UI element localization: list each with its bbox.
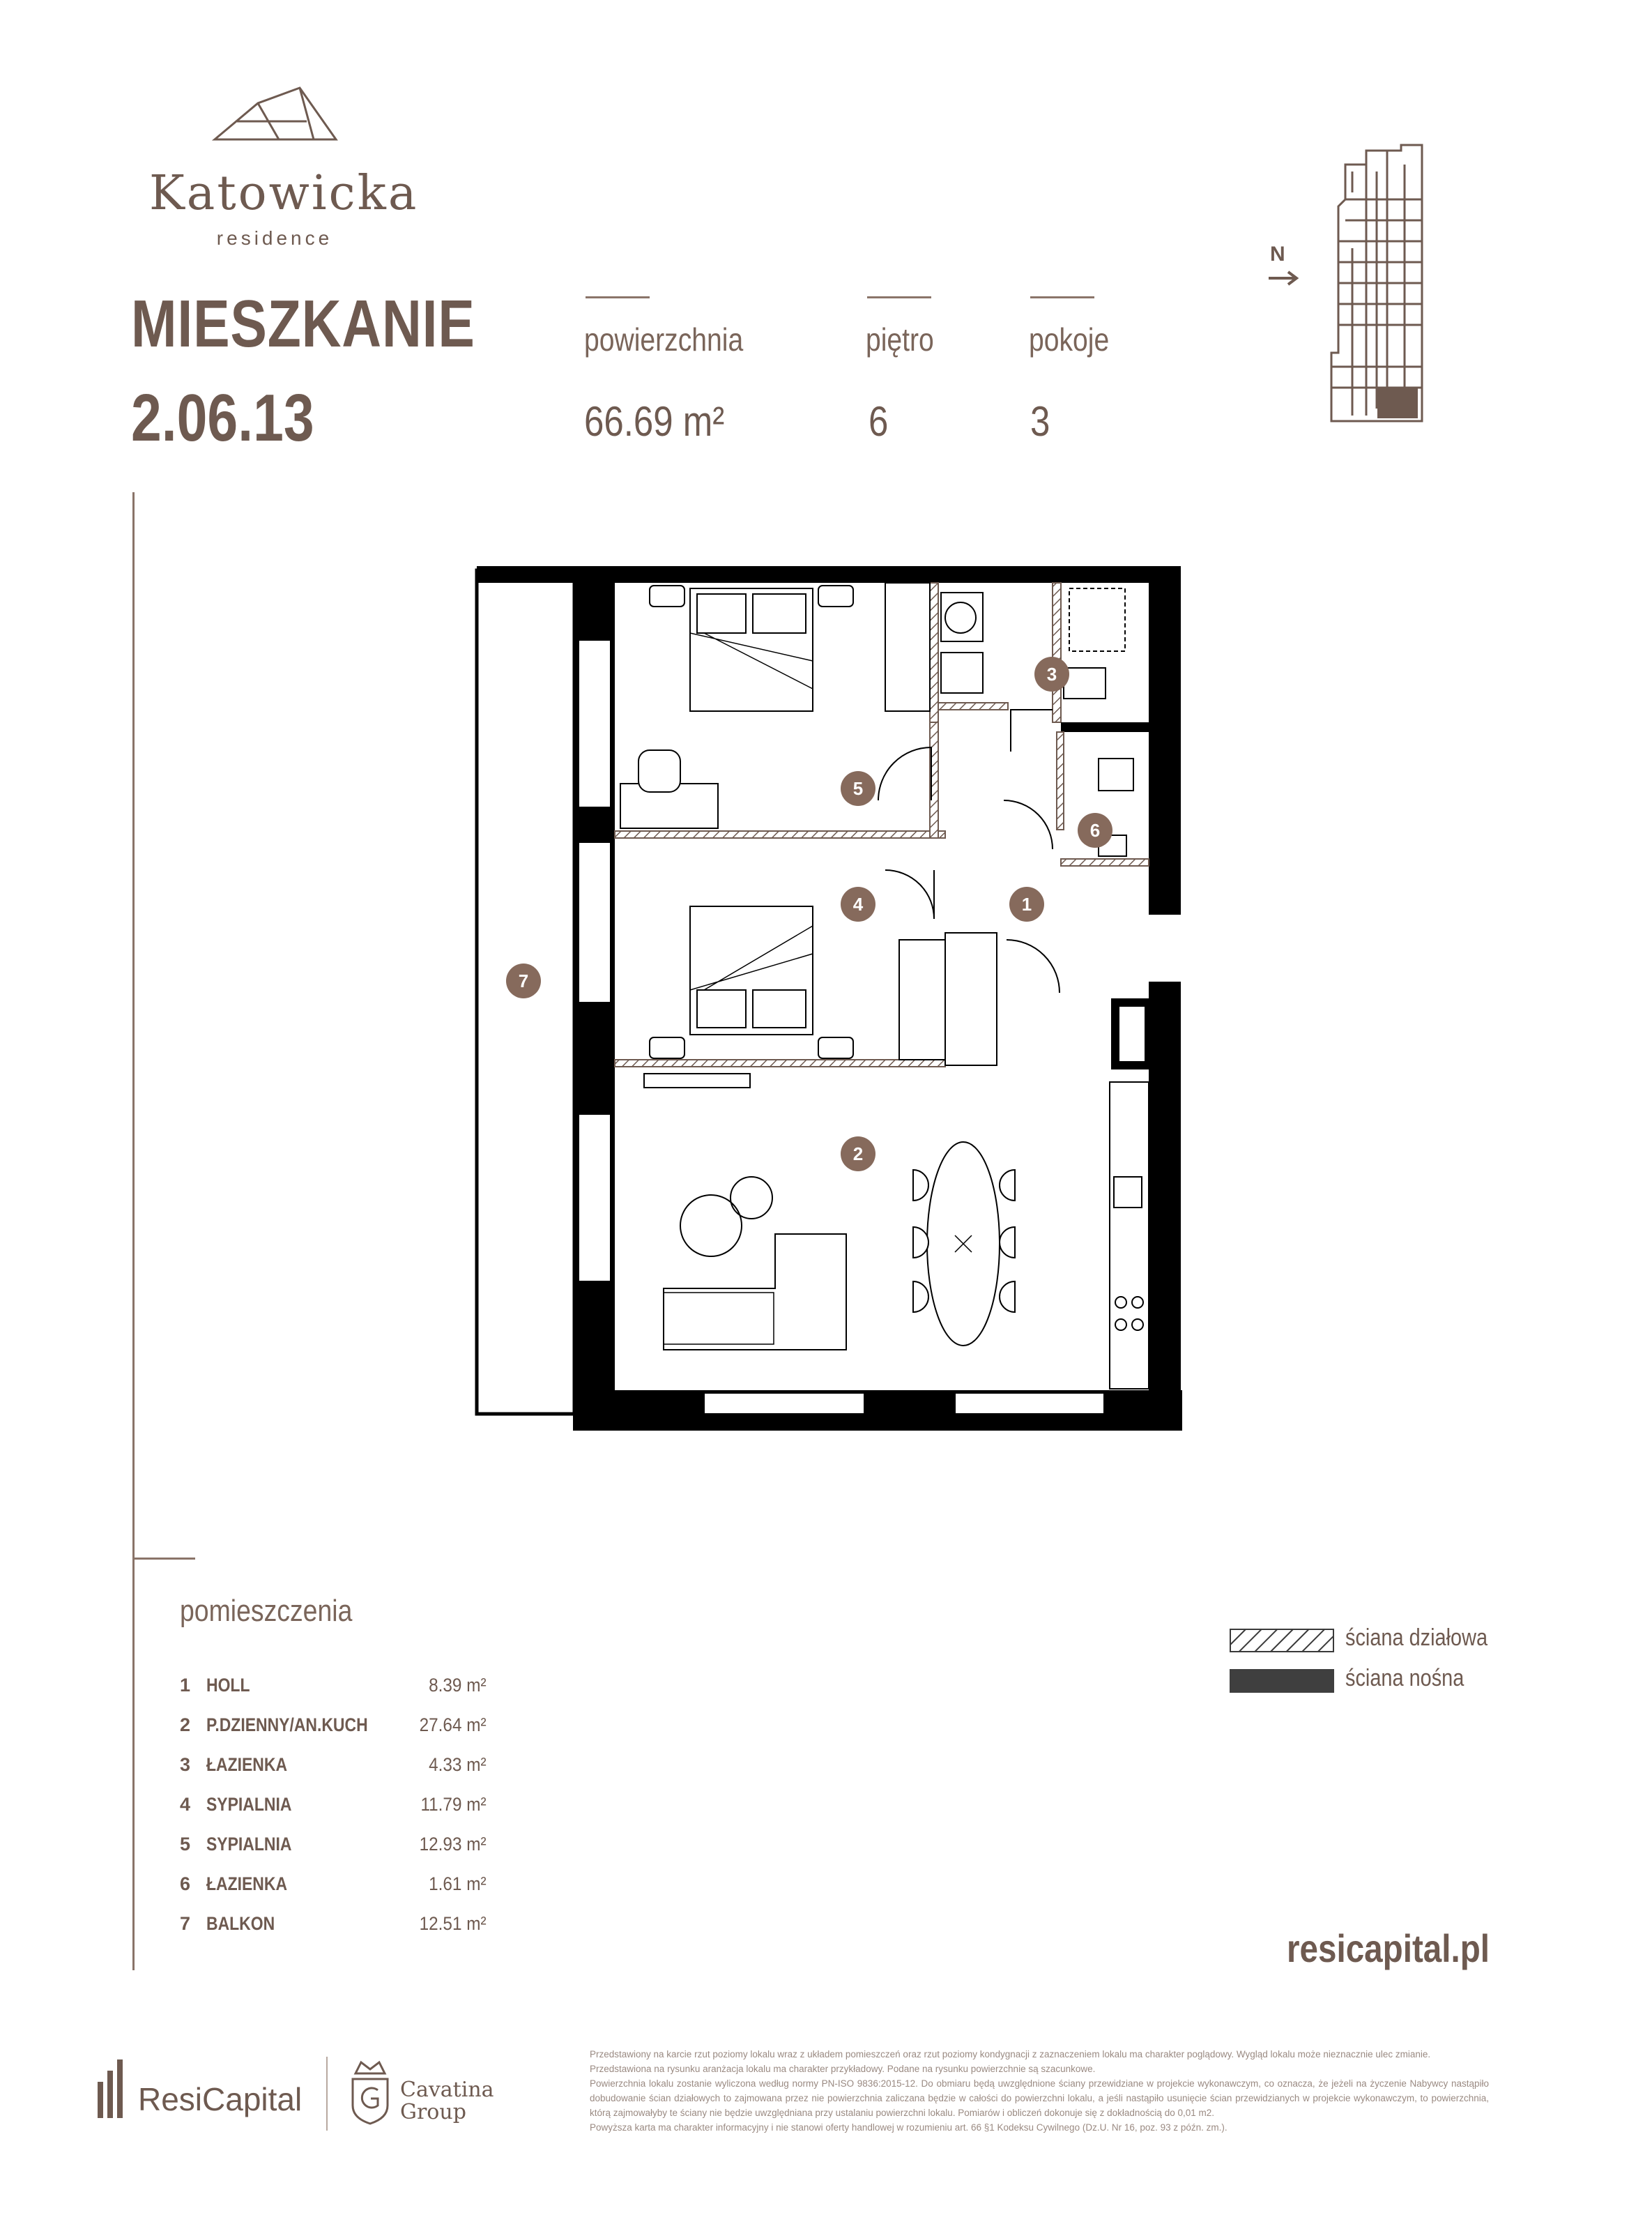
disclaimer: [590, 2047, 1489, 2135]
room-name: SYPIALNIA: [206, 1834, 292, 1855]
room-marker-3: 3: [1034, 657, 1069, 692]
stat-floor-label: piętro: [866, 321, 934, 358]
rooms-heading: pomieszczenia: [180, 1594, 353, 1628]
room-number: 7: [180, 1913, 191, 1934]
room-area: 12.51 m²: [420, 1913, 487, 1934]
legend-loadbearing-label: ściana nośna: [1345, 1665, 1464, 1691]
stat-divider: [867, 296, 931, 298]
disclaimer-paragraph: Przedstawiona na rysunku aranżacja lokalu ma charakter przykładowy. Podane na rysunku powierzchnie są szacunkowe.: [590, 2064, 1096, 2074]
compass-label: N: [1270, 243, 1285, 266]
brand-logo-mountains-icon: [209, 78, 342, 142]
room-marker-4: 4: [841, 887, 875, 922]
left-vertical-rule: [132, 492, 135, 1970]
apartment-number: 2.06.13: [131, 381, 314, 455]
legend-partition-label: ściana działowa: [1345, 1624, 1488, 1651]
apartment-label: MIESZKANIE: [131, 287, 475, 361]
stat-divider: [1030, 296, 1094, 298]
room-name: BALKON: [206, 1913, 275, 1934]
legend-partition-swatch: [1230, 1629, 1334, 1652]
cavatina-crest-icon: [349, 2057, 392, 2125]
stat-area-value: 66.69 m²: [584, 398, 725, 445]
building-keyplan-icon: [1324, 144, 1429, 422]
room-area: 4.33 m²: [429, 1754, 487, 1775]
brand-name: Katowicka: [149, 166, 419, 221]
list-item: [180, 1675, 487, 1703]
stat-divider: [586, 296, 650, 298]
room-name: ŁAZIENKA: [206, 1754, 288, 1775]
room-area: 12.93 m²: [420, 1834, 487, 1855]
north-arrow-icon: [1267, 268, 1301, 289]
stat-rooms-label: pokoje: [1029, 321, 1110, 358]
cavatina-logo-line1: Cavatina: [400, 2078, 494, 2102]
room-number: 5: [180, 1834, 191, 1855]
room-number: 3: [180, 1754, 191, 1775]
list-item: [180, 1714, 487, 1742]
website-link[interactable]: resicapital.pl: [1287, 1926, 1490, 1970]
room-area: 11.79 m²: [420, 1794, 487, 1815]
room-area: 1.61 m²: [429, 1873, 487, 1894]
list-item: [180, 1834, 487, 1861]
room-marker-2: 2: [841, 1136, 875, 1171]
room-marker-6: 6: [1078, 813, 1112, 848]
rooms-divider: [132, 1558, 195, 1560]
room-name: P.DZIENNY/AN.KUCH: [206, 1714, 368, 1735]
stat-area-label: powierzchnia: [584, 321, 744, 358]
list-item: [180, 1754, 487, 1782]
room-name: HOLL: [206, 1675, 250, 1696]
resicapital-logo-icon: [96, 2058, 131, 2119]
legend-loadbearing-swatch: [1230, 1669, 1334, 1693]
resicapital-logo-text: ResiCapital: [138, 2081, 303, 2117]
brand-subtitle: residence: [216, 227, 333, 249]
room-number: 6: [180, 1873, 191, 1894]
disclaimer-paragraph: Przedstawiony na karcie rzut poziomy lokalu wraz z układem pomieszczeń oraz rzut poziomy kondygnacji z zaznaczeniem lokalu ma charakter poglądowy. Wygląd lokalu może nieznacznie ulec zmianie.: [590, 2049, 1431, 2059]
list-item: [180, 1794, 487, 1822]
disclaimer-paragraph: Powyższa karta ma charakter informacyjny i nie stanowi oferty handlowej w rozumieniu art. 66 §1 Kodeksu Cywilnego (Dz.U. Nr 16, poz. 93 z późn. zm.).: [590, 2122, 1227, 2133]
room-name: ŁAZIENKA: [206, 1873, 288, 1894]
cavatina-logo-line2: Group: [400, 2100, 466, 2124]
stat-rooms-value: 3: [1030, 398, 1050, 445]
room-number: 1: [180, 1675, 191, 1696]
room-number: 2: [180, 1714, 191, 1735]
list-item: [180, 1873, 487, 1901]
room-marker-5: 5: [841, 771, 875, 806]
list-item: [180, 1913, 487, 1941]
room-marker-7: 7: [506, 964, 541, 998]
disclaimer-paragraph: Powierzchnia lokalu zostanie wyliczona według normy PN-ISO 9836:2015-12. Do obmiaru będą uwzględnione ściany przewidziane w projekcie wykonawczym, co oznacza, że jeżeli na życzenie Nabywcy nastąpiło dobudowanie ścian działowych to zajmowana przez nie powierzchnia zaliczana będzie w całości do powierzchni lokalu, a jeśli nastąpiło usunięcie ścian przewidzianych w projekcie wykonawczym, to powierzchnia, którą zajmowałyby te ściany nie będzie uwzględniana przy ustalaniu powierzchni lokalu. Pomiarów i obliczeń dokonuje się z dokładnością do 0,01 m2.: [590, 2078, 1489, 2118]
floor-plan: [474, 563, 1182, 1432]
room-marker-1: 1: [1009, 887, 1044, 922]
room-name: SYPIALNIA: [206, 1794, 292, 1815]
footer-logo-divider: [326, 2057, 328, 2131]
room-area: 8.39 m²: [429, 1675, 487, 1696]
room-area: 27.64 m²: [420, 1714, 487, 1735]
stat-floor-value: 6: [869, 398, 889, 445]
room-number: 4: [180, 1794, 191, 1815]
